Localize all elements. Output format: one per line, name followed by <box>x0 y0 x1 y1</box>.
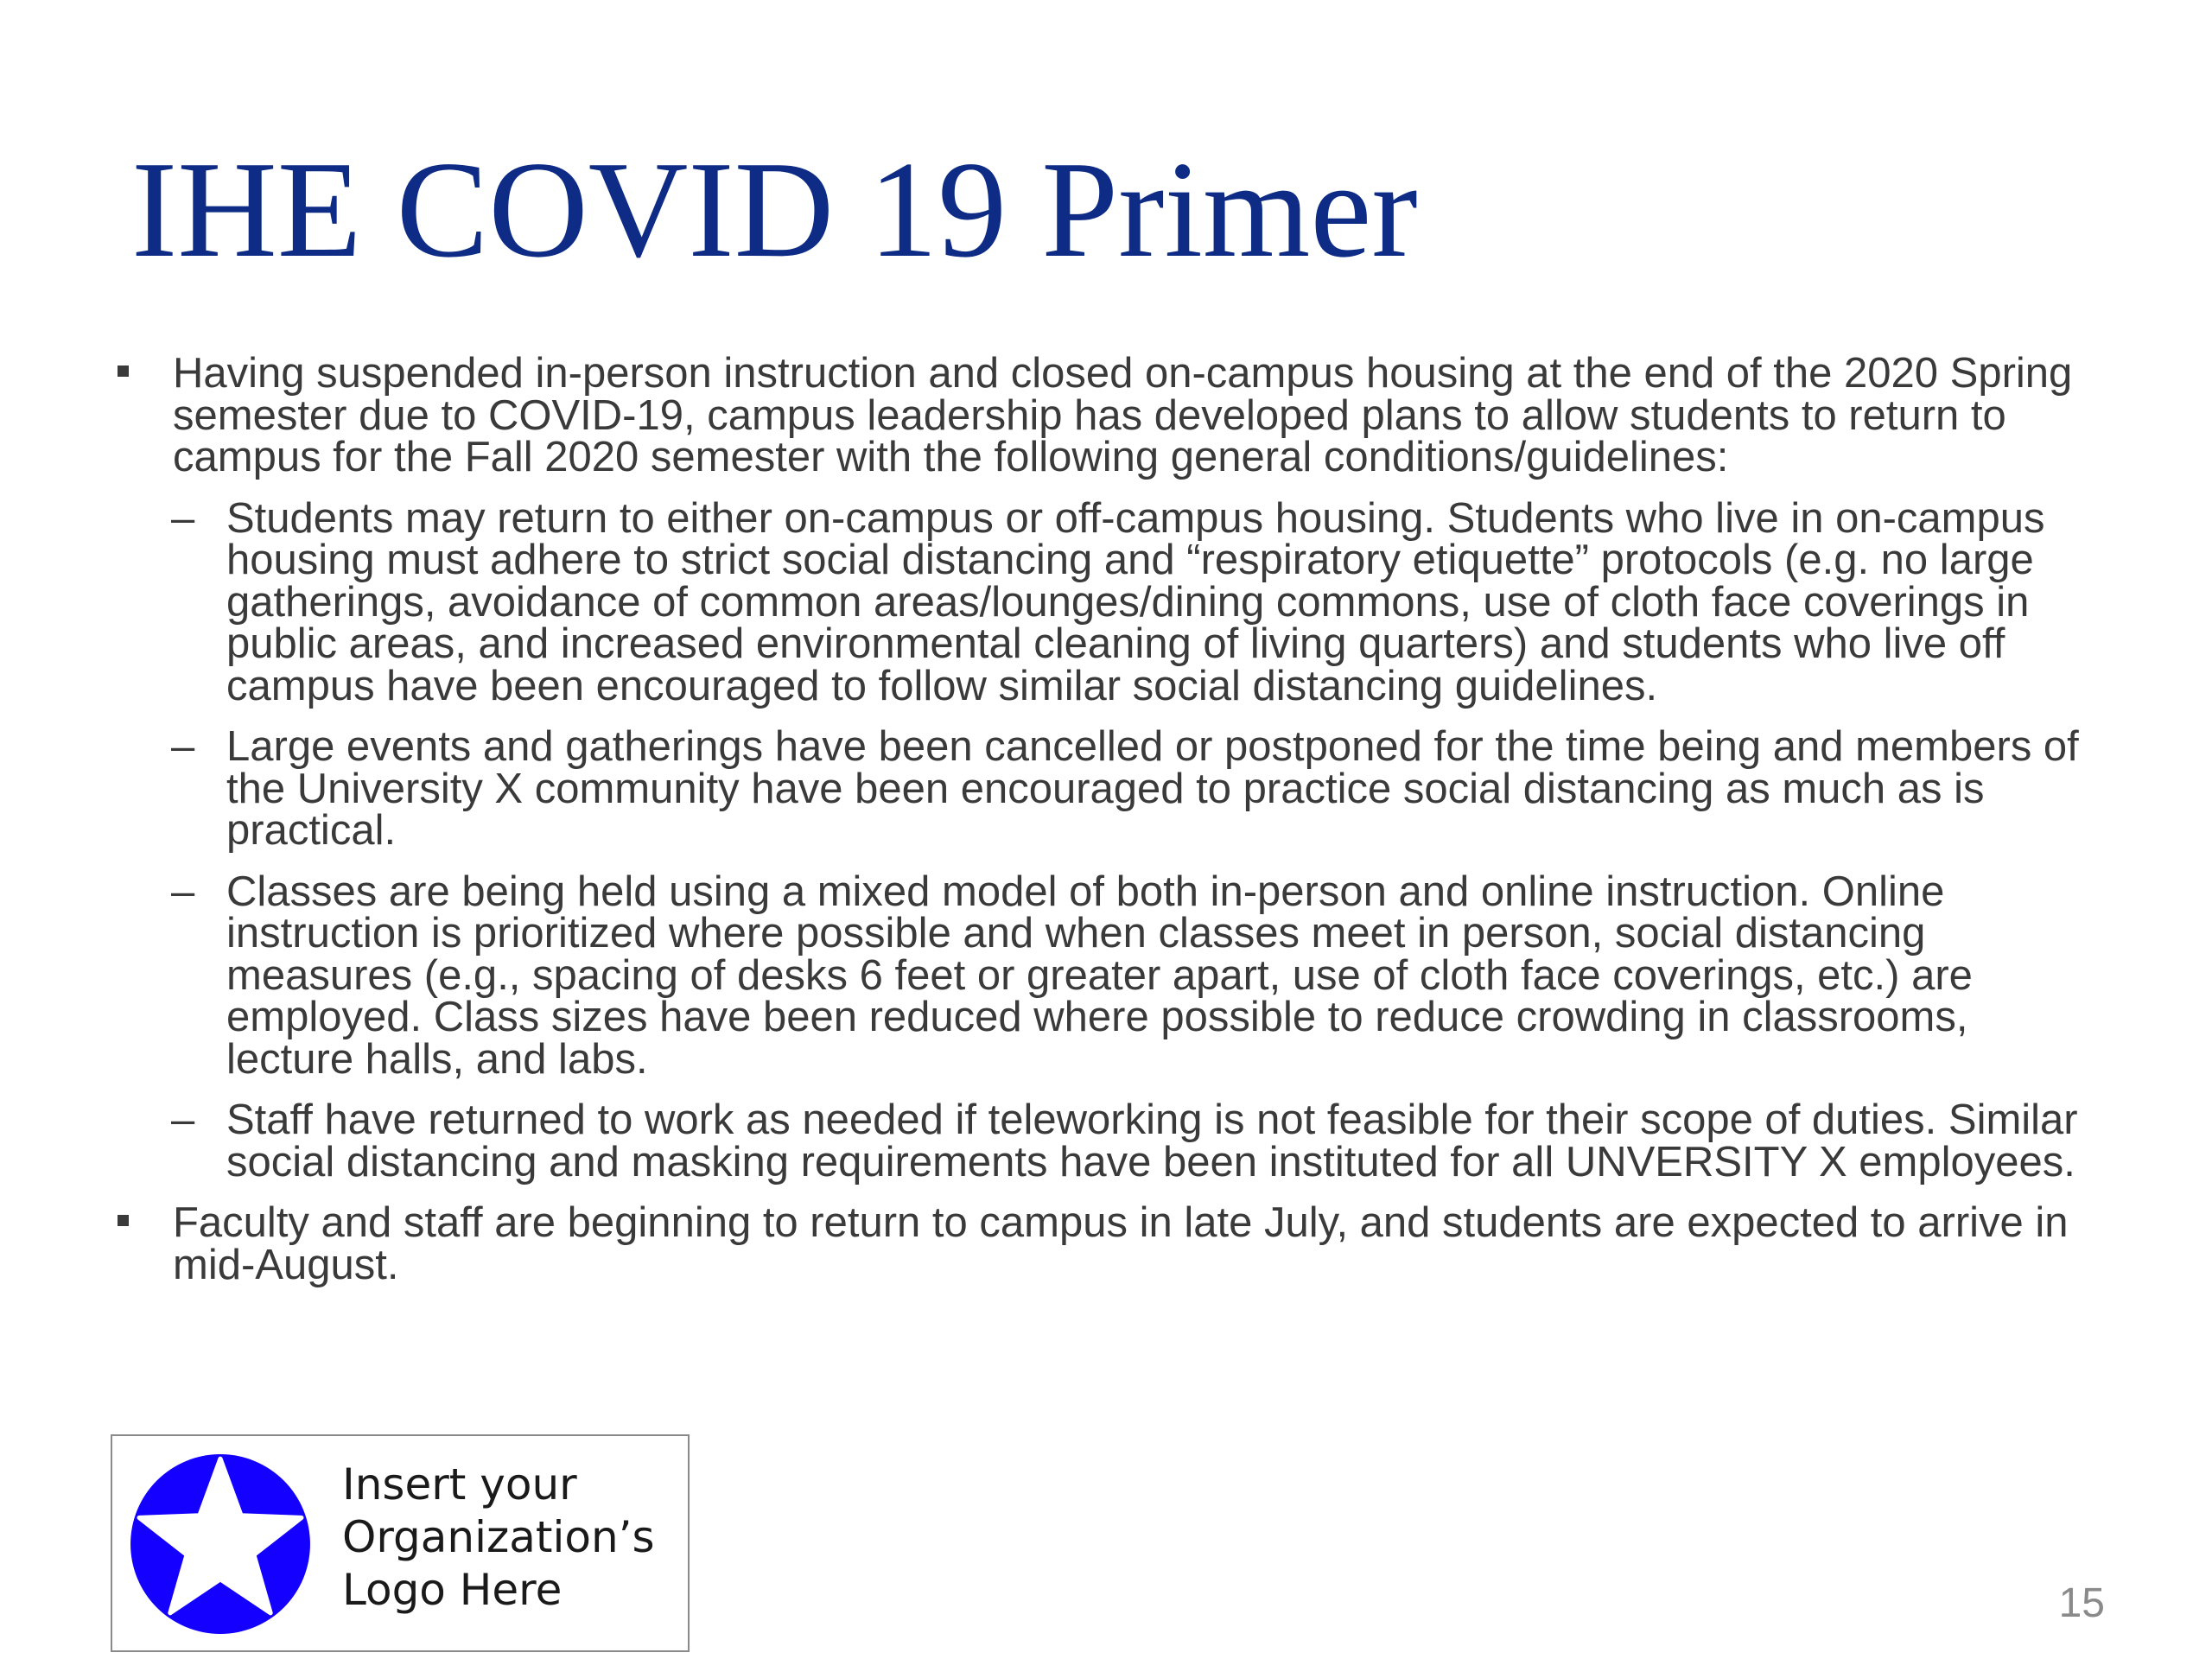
dash-bullet-icon: – <box>171 868 195 915</box>
slide-body <box>112 350 2091 1305</box>
dash-bullet-icon: – <box>171 723 195 770</box>
slide-title: IHE COVID 19 Primer <box>131 132 1418 286</box>
sub-bullet-item <box>112 723 2091 854</box>
dash-bullet-icon: – <box>171 494 195 542</box>
star-logo-icon <box>130 1453 311 1635</box>
page-number: 15 <box>2058 1580 2105 1626</box>
sub-bullet-text: Students may return to either on-campus or off-campus housing. Students who live in on-campus housing must adhere to strict social distancing and “respiratory etiquette” protocols (e.g. no large gatherings, avoidance of common areas/lounges/dining commons, use of cloth face coverings in public areas, and increased environmental cleaning of living quarters) and students who live off campus have been encouraged to follow similar social distancing guidelines. <box>226 494 2045 709</box>
square-bullet-icon <box>118 365 129 377</box>
sub-bullet-text: Classes are being held using a mixed model of both in-person and online instruction. Online instruction is prioritized where possible and when classes meet in person, social distancing measures (e.g., spacing of desks 6 feet or greater apart, use of cloth face coverings, etc.) are employed. Class sizes have been reduced where possible to reduce crowding in classrooms, lecture halls, and labs. <box>226 868 1973 1083</box>
sub-bullet-item <box>112 494 2091 709</box>
bullet-item <box>112 350 2091 480</box>
dash-bullet-icon: – <box>171 1096 195 1143</box>
bullet-item <box>112 1199 2091 1288</box>
bullet-text: Faculty and staff are beginning to return to campus in late July, and students are expected to arrive in mid-August. <box>173 1199 2069 1288</box>
sub-bullet-item <box>112 1096 2091 1185</box>
logo-placeholder-text: Insert your Organization’s Logo Here <box>342 1459 655 1615</box>
sub-bullet-text: Staff have returned to work as needed if teleworking is not feasible for their scope of duties. Similar social distancing and masking requirements have been instituted for all UNVERSITY X employees. <box>226 1096 2078 1185</box>
logo-placeholder <box>111 1434 690 1652</box>
sub-bullet-text: Large events and gatherings have been cancelled or postponed for the time being and members of the University X community have been encouraged to practice social distancing as much as is practical. <box>226 723 2079 854</box>
sub-bullet-item <box>112 868 2091 1083</box>
square-bullet-icon <box>118 1215 129 1226</box>
bullet-text: Having suspended in-person instruction and closed on-campus housing at the end of the 2020 Spring semester due to COVID-19, campus leadership has developed plans to allow students to return to campus for the Fall 2020 semester with the following general conditions/guidelines: <box>173 350 2073 480</box>
